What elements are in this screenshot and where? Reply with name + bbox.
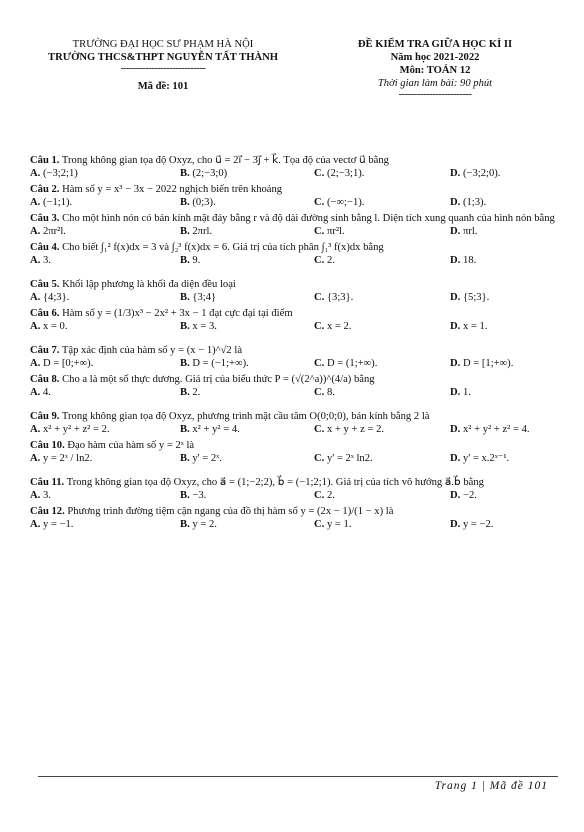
- option-text: {5;3}.: [462, 292, 490, 303]
- option-text: 2πrl.: [192, 226, 213, 237]
- option-letter: A.: [30, 519, 41, 530]
- answer-options: [30, 452, 566, 465]
- answer-option: [314, 167, 450, 180]
- subject: Môn: TOÁN 12: [399, 65, 471, 76]
- option-text: {3;4}: [192, 292, 217, 303]
- option-text: πr²l.: [326, 226, 345, 237]
- option-letter: D.: [450, 453, 461, 464]
- option-text: x = 2.: [326, 321, 352, 332]
- question-item: [30, 439, 566, 465]
- option-letter: A.: [30, 321, 41, 332]
- answer-option: [30, 357, 180, 370]
- question-item: [30, 278, 566, 304]
- option-text: x = 3.: [192, 321, 217, 332]
- question-number: Câu 12.: [30, 506, 65, 517]
- option-letter: D.: [450, 168, 461, 179]
- question-stem: [30, 476, 566, 489]
- answer-options: [30, 423, 566, 436]
- question-number: Câu 11.: [30, 477, 65, 488]
- option-text: x = 1.: [462, 321, 488, 332]
- option-letter: A.: [30, 387, 41, 398]
- question-stem: [30, 241, 566, 254]
- answer-option: [450, 167, 566, 180]
- answer-option: [180, 167, 314, 180]
- option-letter: C.: [314, 358, 325, 369]
- option-letter: B.: [180, 490, 190, 501]
- option-text: D = (−1;+∞).: [192, 358, 249, 369]
- option-letter: C.: [314, 519, 325, 530]
- option-text: (1;3).: [462, 197, 487, 208]
- answer-option: [314, 225, 450, 238]
- option-text: D = (1;+∞).: [326, 358, 378, 369]
- exam-code: Mã đề: 101: [137, 81, 189, 92]
- option-letter: A.: [30, 358, 41, 369]
- option-letter: D.: [450, 197, 461, 208]
- option-text: 18.: [462, 255, 477, 266]
- question-number: Câu 8.: [30, 374, 60, 385]
- option-letter: B.: [180, 292, 190, 303]
- question-list: [30, 154, 566, 542]
- option-letter: D.: [450, 424, 461, 435]
- question-text: Hàm số y = (1/3)x³ − 2x² + 3x − 1 đạt cực đại tại điểm: [62, 308, 293, 319]
- school-header: [28, 38, 298, 93]
- option-text: (−3;2;0).: [462, 168, 501, 179]
- answer-option: [450, 357, 566, 370]
- question-text: Trong không gian tọa độ Oxyz, cho a⃗ = (1;−2;2), b⃗ = (−1;2;1). Giá trị của tích vô hướng a⃗.b⃗ bằng: [66, 477, 484, 488]
- option-letter: B.: [180, 358, 190, 369]
- question-text: Trong không gian tọa độ Oxyz, phương trình mặt cầu tâm O(0;0;0), bán kính bằng 2 là: [61, 411, 430, 422]
- option-text: {3;3}.: [326, 292, 354, 303]
- option-text: {4;3}.: [42, 292, 70, 303]
- answer-option: [450, 386, 566, 399]
- option-text: 3.: [42, 255, 51, 266]
- question-stem: [30, 212, 566, 225]
- exam-title: ĐỀ KIỂM TRA GIỮA HỌC KÌ II: [357, 39, 513, 50]
- question-stem: [30, 410, 566, 423]
- option-text: (−3;2;1): [42, 168, 78, 179]
- option-letter: C.: [314, 226, 325, 237]
- option-letter: C.: [314, 387, 325, 398]
- question-stem: [30, 373, 566, 386]
- answer-option: [314, 357, 450, 370]
- option-letter: D.: [450, 387, 461, 398]
- option-letter: C.: [314, 321, 325, 332]
- answer-option: [450, 320, 566, 333]
- answer-option: [314, 489, 450, 502]
- option-letter: C.: [314, 453, 325, 464]
- question-stem: [30, 505, 566, 518]
- answer-options: [30, 489, 566, 502]
- answer-option: [450, 196, 566, 209]
- question-stem: [30, 278, 566, 291]
- question-item: [30, 241, 566, 267]
- option-text: −2.: [462, 490, 477, 501]
- option-text: 4.: [42, 387, 51, 398]
- question-text: Khối lập phương là khối đa diện đều loại: [62, 279, 236, 290]
- answer-option: [30, 291, 180, 304]
- option-letter: A.: [30, 197, 41, 208]
- option-text: (2;−3;0): [192, 168, 228, 179]
- option-letter: C.: [314, 292, 325, 303]
- answer-option: [314, 320, 450, 333]
- option-text: 3.: [42, 490, 51, 501]
- option-text: (−∞;−1).: [326, 197, 365, 208]
- question-text: Phương trình đường tiệm cận ngang của đồ thị hàm số y = (2x − 1)/(1 − x) là: [67, 506, 394, 517]
- option-letter: B.: [180, 255, 190, 266]
- option-text: 2.: [192, 387, 201, 398]
- question-item: [30, 154, 566, 180]
- answer-option: [450, 452, 566, 465]
- answer-option: [180, 386, 314, 399]
- question-text: Hàm số y = x³ − 3x − 2022 nghịch biến trên khoảng: [62, 184, 283, 195]
- question-number: Câu 9.: [30, 411, 60, 422]
- answer-option: [450, 489, 566, 502]
- answer-options: [30, 320, 566, 333]
- question-stem: [30, 439, 566, 452]
- option-letter: B.: [180, 226, 190, 237]
- question-number: Câu 7.: [30, 345, 60, 356]
- option-text: x² + y² + z² = 2.: [42, 424, 110, 435]
- answer-option: [450, 423, 566, 436]
- answer-option: [180, 423, 314, 436]
- answer-options: [30, 196, 566, 209]
- option-letter: A.: [30, 226, 41, 237]
- answer-options: [30, 291, 566, 304]
- option-letter: D.: [450, 358, 461, 369]
- answer-option: [180, 320, 314, 333]
- option-text: (−1;1).: [42, 197, 73, 208]
- option-text: x = 0.: [42, 321, 68, 332]
- option-letter: D.: [450, 519, 461, 530]
- option-letter: C.: [314, 255, 325, 266]
- answer-option: [30, 518, 180, 531]
- answer-option: [30, 423, 180, 436]
- answer-options: [30, 225, 566, 238]
- answer-option: [30, 452, 180, 465]
- option-text: πrl.: [462, 226, 478, 237]
- school-name: TRƯỜNG THCS&THPT NGUYỄN TẤT THÀNH: [48, 52, 278, 63]
- university-name: TRƯỜNG ĐẠI HỌC SƯ PHẠM HÀ NỘI: [72, 39, 254, 50]
- answer-option: [314, 452, 450, 465]
- question-number: Câu 5.: [30, 279, 60, 290]
- option-text: D = [1;+∞).: [462, 358, 514, 369]
- answer-option: [30, 225, 180, 238]
- option-letter: B.: [180, 424, 190, 435]
- option-text: (2;−3;1).: [326, 168, 365, 179]
- option-text: y' = x.2ˣ⁻¹.: [462, 453, 510, 464]
- option-text: y = −1.: [42, 519, 74, 530]
- answer-option: [180, 196, 314, 209]
- option-letter: D.: [450, 490, 461, 501]
- answer-options: [30, 254, 566, 267]
- question-text: Trong không gian tọa độ Oxyz, cho u⃗ = 2i⃗ − 3j⃗ + k⃗. Tọa độ của vectơ u⃗ bằng: [61, 155, 389, 166]
- question-text: Cho một hình nón có bán kính mặt đáy bằng r và độ dài đường sinh bằng l. Diện tích xung quanh của hình nón bằng: [62, 213, 555, 224]
- option-letter: A.: [30, 490, 41, 501]
- answer-option: [180, 489, 314, 502]
- option-letter: B.: [180, 168, 190, 179]
- question-item: [30, 476, 566, 502]
- option-letter: A.: [30, 292, 41, 303]
- question-stem: [30, 154, 566, 167]
- answer-option: [30, 320, 180, 333]
- answer-option: [450, 518, 566, 531]
- page-footer: Trang 1 | Mã đề 101: [434, 780, 548, 792]
- option-text: y = −2.: [462, 519, 494, 530]
- answer-option: [30, 167, 180, 180]
- question-number: Câu 10.: [30, 440, 65, 451]
- answer-option: [180, 254, 314, 267]
- answer-option: [180, 357, 314, 370]
- exam-header: [312, 38, 558, 100]
- option-letter: B.: [180, 197, 190, 208]
- option-text: y' = 2ˣ.: [192, 453, 222, 464]
- option-text: x² + y² = 4.: [192, 424, 240, 435]
- option-letter: B.: [180, 321, 190, 332]
- time-limit: Thời gian làm bài: 90 phút: [377, 78, 493, 89]
- option-text: 1.: [462, 387, 471, 398]
- school-year: Năm học 2021-2022: [390, 52, 480, 63]
- option-letter: A.: [30, 453, 41, 464]
- answer-option: [450, 225, 566, 238]
- option-letter: A.: [30, 255, 41, 266]
- question-number: Câu 1.: [30, 155, 60, 166]
- question-item: [30, 505, 566, 531]
- answer-option: [30, 196, 180, 209]
- option-text: 8.: [326, 387, 335, 398]
- option-text: y = 1.: [326, 519, 352, 530]
- answer-option: [30, 386, 180, 399]
- question-item: [30, 212, 566, 238]
- answer-option: [450, 254, 566, 267]
- option-text: 9.: [192, 255, 201, 266]
- answer-option: [314, 291, 450, 304]
- answer-option: [30, 489, 180, 502]
- option-letter: B.: [180, 387, 190, 398]
- option-letter: C.: [314, 490, 325, 501]
- question-number: Câu 3.: [30, 213, 60, 224]
- answer-option: [180, 291, 314, 304]
- option-letter: C.: [314, 424, 325, 435]
- question-item: [30, 344, 566, 370]
- question-number: Câu 6.: [30, 308, 60, 319]
- question-text: Cho biết ∫₁² f(x)dx = 3 và ∫₂³ f(x)dx = 6. Giá trị của tích phân ∫₁³ f(x)dx bằng: [62, 242, 384, 253]
- question-item: [30, 307, 566, 333]
- option-letter: D.: [450, 255, 461, 266]
- question-text: Đạo hàm của hàm số y = 2ˣ là: [67, 440, 195, 451]
- option-letter: A.: [30, 424, 41, 435]
- answer-option: [314, 254, 450, 267]
- option-letter: A.: [30, 168, 41, 179]
- question-item: [30, 373, 566, 399]
- option-letter: D.: [450, 292, 461, 303]
- question-stem: [30, 183, 566, 196]
- option-text: 2.: [326, 490, 335, 501]
- option-text: (0;3).: [192, 197, 216, 208]
- option-text: y = 2.: [192, 519, 217, 530]
- option-text: y = 2ˣ / ln2.: [42, 453, 93, 464]
- header-divider-right: ------------------------: [398, 89, 472, 100]
- footer-divider: [38, 776, 558, 777]
- question-item: [30, 183, 566, 209]
- answer-option: [30, 254, 180, 267]
- answer-option: [314, 518, 450, 531]
- answer-option: [314, 386, 450, 399]
- option-letter: B.: [180, 453, 190, 464]
- question-number: Câu 2.: [30, 184, 60, 195]
- option-text: x + y + z = 2.: [326, 424, 385, 435]
- answer-options: [30, 167, 566, 180]
- question-number: Câu 4.: [30, 242, 60, 253]
- answer-option: [180, 225, 314, 238]
- answer-option: [180, 518, 314, 531]
- option-letter: D.: [450, 321, 461, 332]
- option-text: 2.: [326, 255, 335, 266]
- answer-option: [180, 452, 314, 465]
- answer-option: [450, 291, 566, 304]
- answer-option: [314, 196, 450, 209]
- option-text: D = [0;+∞).: [42, 358, 94, 369]
- option-letter: C.: [314, 168, 325, 179]
- answer-options: [30, 357, 566, 370]
- option-text: x² + y² + z² = 4.: [462, 424, 530, 435]
- question-item: [30, 410, 566, 436]
- question-stem: [30, 344, 566, 357]
- question-stem: [30, 307, 566, 320]
- option-letter: B.: [180, 519, 190, 530]
- option-letter: D.: [450, 226, 461, 237]
- option-text: y' = 2ˣ ln2.: [326, 453, 373, 464]
- answer-options: [30, 518, 566, 531]
- option-text: −3.: [192, 490, 207, 501]
- question-text: Tập xác định của hàm số y = (x − 1)^√2 là: [61, 345, 243, 356]
- option-text: 2πr²l.: [42, 226, 66, 237]
- header-divider-left: ----------------------------: [120, 63, 206, 74]
- answer-options: [30, 386, 566, 399]
- answer-option: [314, 423, 450, 436]
- question-text: Cho a là một số thực dương. Giá trị của biểu thức P = (√(2^a))^(4/a) bằng: [62, 374, 375, 385]
- option-letter: C.: [314, 197, 325, 208]
